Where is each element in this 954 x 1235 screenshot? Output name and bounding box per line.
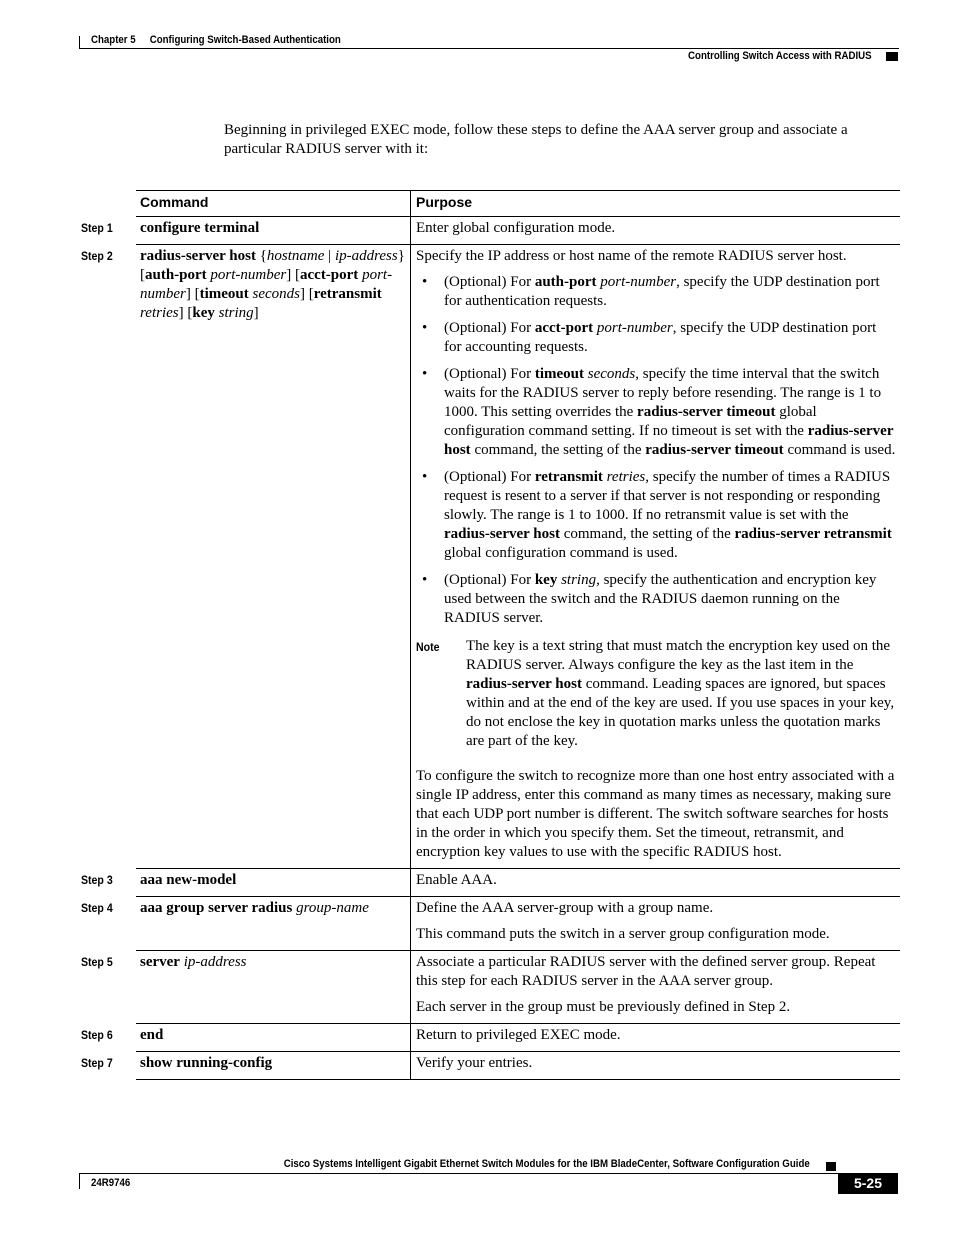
purpose-intro: Specify the IP address or host name of the remote RADIUS server host. xyxy=(416,248,847,264)
keyword: radius-server timeout xyxy=(645,442,784,458)
header-rule xyxy=(79,48,899,49)
cmd-arg: string xyxy=(218,305,254,321)
text: (Optional) For xyxy=(444,274,535,290)
footer-rule xyxy=(79,1173,838,1174)
note-label: Note xyxy=(416,640,440,654)
table-row-step-5 xyxy=(81,951,900,1024)
text: command, the setting of the xyxy=(559,526,735,542)
argument: port-number xyxy=(600,274,677,290)
command-cell xyxy=(136,245,411,868)
command-text: show running-config xyxy=(140,1055,273,1071)
list-item xyxy=(416,365,896,460)
footer-doc-number: 24R9746 xyxy=(91,1177,131,1189)
text: command is used. xyxy=(783,442,896,458)
table-row-step-7 xyxy=(81,1052,900,1080)
cmd-keyword: radius-server host xyxy=(140,248,256,264)
keyword: radius-server host xyxy=(444,423,894,458)
bullet-icon: • xyxy=(422,274,428,290)
page-number: 5-25 xyxy=(838,1173,898,1194)
purpose-cell xyxy=(412,245,900,868)
cmd-arg: seconds xyxy=(252,286,300,302)
footer-book-title: Cisco Systems Intelligent Gigabit Ethernet Switch Modules for the IBM BladeCenter, Software Configuration Guide xyxy=(283,1158,810,1170)
text: (Optional) For xyxy=(444,572,535,588)
cmd-syntax: ] [ xyxy=(185,286,200,302)
keyword: radius-server retransmit xyxy=(734,526,892,542)
footer-marker xyxy=(826,1162,836,1171)
purpose-text: Each server in the group must be previously defined in Step 2. xyxy=(416,999,791,1015)
note-block xyxy=(416,637,896,751)
keyword: key xyxy=(534,572,558,588)
keyword: radius-server timeout xyxy=(637,404,776,420)
table-row-step-3 xyxy=(81,869,900,897)
command-text: configure terminal xyxy=(140,220,260,236)
text: command, the setting of the xyxy=(470,442,646,458)
intro-paragraph: Beginning in privileged EXEC mode, follow these steps to define the AAA server group and associate a particular RADIUS server with it: xyxy=(224,122,848,157)
purpose-cell xyxy=(412,897,900,950)
text: (Optional) For xyxy=(444,469,535,485)
command-text: server xyxy=(140,954,180,970)
command-cell xyxy=(136,951,411,1023)
option-list xyxy=(416,273,896,628)
text: (Optional) For xyxy=(444,320,535,336)
argument: seconds xyxy=(587,366,636,382)
list-item xyxy=(416,571,896,628)
chapter-number: Chapter 5 xyxy=(91,34,136,46)
command-arg: group-name xyxy=(296,900,369,916)
keyword: retransmit xyxy=(534,469,603,485)
table-row-step-6 xyxy=(81,1024,900,1052)
cmd-arg: hostname xyxy=(266,248,325,264)
list-item xyxy=(416,319,896,357)
purpose-text: Associate a particular RADIUS server with the defined server group. Repeat this step for each RADIUS server in the AAA server group. xyxy=(416,954,876,989)
keyword: radius-server host xyxy=(444,526,560,542)
purpose-cell: Enable AAA. xyxy=(416,872,497,888)
text: global configuration command setting. If no timeout is set with the xyxy=(444,404,817,439)
text: , specify the time interval that the switch waits for the RADIUS server to reply before resending. The range is 1 to 1000. This setting overrides the xyxy=(444,366,882,420)
step-label: Step 2 xyxy=(81,249,113,263)
cmd-keyword: retransmit xyxy=(313,286,382,302)
table-header-row xyxy=(136,191,900,217)
header-section-title: Controlling Switch Access with RADIUS xyxy=(688,50,872,62)
purpose-tail: To configure the switch to recognize more than one host entry associated with a single IP address, enter this command as many times as necessary, making sure that each UDP port number is different. The switch software searches for hosts in the order in which you specify them. Set the timeout, retransmit, and encryption key values to use with the specific RADIUS host. xyxy=(416,768,895,860)
argument: retries xyxy=(606,469,646,485)
column-header-purpose: Purpose xyxy=(416,194,473,210)
cmd-keyword: auth-port xyxy=(145,267,207,283)
text: global configuration command is used. xyxy=(444,545,678,561)
chapter-title: Configuring Switch-Based Authentication xyxy=(149,34,341,46)
table-row-step-1 xyxy=(81,217,900,245)
table-row-step-4 xyxy=(81,897,900,951)
header-marker xyxy=(886,52,898,61)
list-item xyxy=(416,468,896,563)
command-cell xyxy=(136,1052,411,1079)
text: , specify the UDP destination port for accounting requests. xyxy=(444,320,877,355)
cmd-syntax: } [ xyxy=(140,248,405,283)
command-text: aaa new-model xyxy=(140,872,237,888)
list-item xyxy=(416,273,896,311)
command-cell xyxy=(136,1024,411,1051)
keyword: radius-server host xyxy=(466,676,582,692)
argument: string xyxy=(561,572,597,588)
cmd-arg: ip-address xyxy=(334,248,398,264)
bullet-icon: • xyxy=(422,469,428,485)
cmd-keyword: key xyxy=(192,305,215,321)
keyword: acct-port xyxy=(534,320,594,336)
text: , specify the number of times a RADIUS request is resent to a server if that server is not responding or responding slowly. The range is 1 to 1000. If no retransmit value is set with the xyxy=(444,469,891,523)
note-text: command. Leading spaces are ignored, but spaces within and at the end of the key are used. If you use spaces in your key, do not enclose the key in quotation marks unless the quotation marks are part of the key. xyxy=(466,676,895,749)
keyword: timeout xyxy=(534,366,584,382)
command-cell xyxy=(136,217,411,244)
step-label: Step 1 xyxy=(81,221,113,235)
cmd-syntax: ] [ xyxy=(299,286,314,302)
step-label: Step 3 xyxy=(81,873,113,887)
cmd-keyword: timeout xyxy=(199,286,249,302)
text: (Optional) For xyxy=(444,366,535,382)
text: , specify the UDP destination port for authentication requests. xyxy=(444,274,880,309)
cmd-syntax: | xyxy=(324,248,335,264)
cmd-arg: port-number xyxy=(140,267,393,302)
purpose-cell: Enter global configuration mode. xyxy=(416,220,616,236)
command-cell xyxy=(136,869,411,896)
command-table xyxy=(81,190,900,1080)
cmd-keyword: acct-port xyxy=(300,267,359,283)
command-text: aaa group server radius xyxy=(140,900,293,916)
column-header-command: Command xyxy=(136,191,411,216)
keyword: auth-port xyxy=(534,274,597,290)
purpose-cell xyxy=(412,951,900,1023)
header-chapter xyxy=(91,34,341,46)
command-text: end xyxy=(140,1027,164,1043)
purpose-cell: Verify your entries. xyxy=(416,1055,533,1071)
command-arg: ip-address xyxy=(183,954,247,970)
cmd-arg: retries xyxy=(140,305,179,321)
cmd-syntax: ] [ xyxy=(178,305,193,321)
purpose-cell: Return to privileged EXEC mode. xyxy=(416,1027,621,1043)
table-row-step-2 xyxy=(81,245,900,869)
note-text: The key is a text string that must match the encryption key used on the RADIUS server. Always configure the key as the last item in the xyxy=(466,638,891,673)
command-cell xyxy=(136,897,411,950)
bullet-icon: • xyxy=(422,572,428,588)
step-label: Step 7 xyxy=(81,1056,113,1070)
bullet-icon: • xyxy=(422,366,428,382)
bullet-icon: • xyxy=(422,320,428,336)
purpose-text: Define the AAA server-group with a group name. xyxy=(416,900,714,916)
cmd-arg: port-number xyxy=(210,267,287,283)
step-label: Step 5 xyxy=(81,955,113,969)
purpose-text: This command puts the switch in a server group configuration mode. xyxy=(416,926,830,942)
cmd-syntax: ] [ xyxy=(286,267,300,283)
text: , specify the authentication and encryption key used between the switch and the RADIUS daemon running on the RADIUS server. xyxy=(444,572,877,626)
step-label: Step 6 xyxy=(81,1028,113,1042)
cmd-syntax: { xyxy=(255,248,267,264)
footer-rule-tick xyxy=(79,1173,80,1189)
step-label: Step 4 xyxy=(81,901,113,915)
argument: port-number xyxy=(596,320,673,336)
cmd-syntax: ] xyxy=(253,305,259,321)
